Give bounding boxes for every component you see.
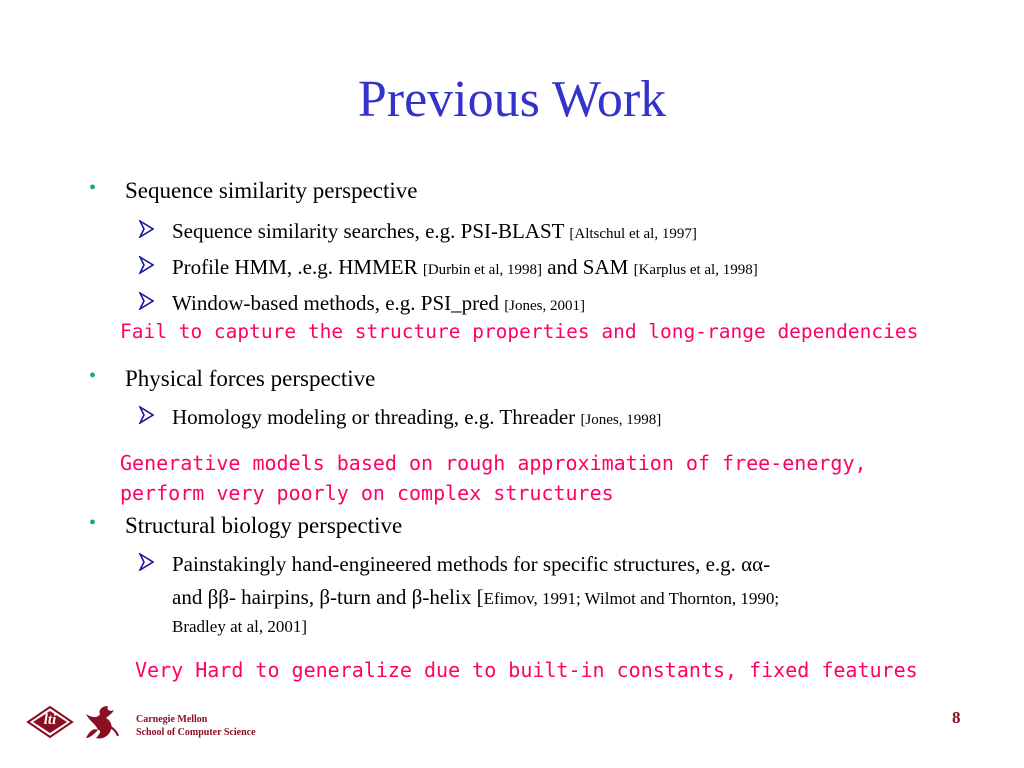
- sub-item-continuation: [172, 585, 779, 610]
- note-physical-line1: Generative models based on rough approximation of free-energy,: [120, 451, 867, 475]
- citation: [Jones, 1998]: [580, 412, 662, 428]
- sub-item: [172, 255, 758, 280]
- arrow-bullet-icon: [138, 256, 154, 274]
- footer-line2: School of Computer Science: [136, 727, 256, 738]
- sub-item: [172, 552, 770, 577]
- citation: [Jones, 2001]: [504, 298, 586, 314]
- sub-item: [172, 219, 697, 244]
- bullet-heading: Sequence similarity perspective: [125, 178, 418, 203]
- bullet-heading: Structural biology perspective: [125, 513, 403, 538]
- bullet-dot-icon: •: [89, 365, 97, 387]
- note-structural: Very Hard to generalize due to built-in constants, fixed features: [135, 658, 918, 682]
- citation: Efimov, 1991; Wilmot and Thornton, 1990;: [483, 589, 780, 608]
- slide-title: Previous Work: [357, 71, 667, 128]
- sub-item: [172, 291, 585, 316]
- sub-item-text: Profile HMM, .e.g. HMMER: [172, 255, 423, 279]
- footer-institution: [136, 713, 256, 739]
- lti-logo-text: lti: [43, 712, 57, 728]
- citation: Bradley at al, 2001]: [172, 617, 308, 636]
- bullet-structural-biology: [89, 512, 403, 539]
- arrow-bullet-icon: [138, 292, 154, 310]
- lti-logo: [26, 706, 74, 738]
- sub-item-text: Sequence similarity searches, e.g. PSI-BLAST: [172, 219, 570, 243]
- page-number: 8: [952, 708, 961, 727]
- sub-item: [172, 405, 661, 430]
- note-sequence: Fail to capture the structure properties and long-range dependencies: [120, 320, 919, 343]
- arrow-bullet-icon: [138, 406, 154, 424]
- sub-item-text: and SAM: [541, 255, 634, 279]
- citation: [Durbin et al, 1998]: [422, 262, 542, 278]
- sub-item-text: Window-based methods, e.g. PSI_pred: [172, 291, 505, 315]
- arrow-bullet-icon: [138, 220, 154, 238]
- note-physical-line2: perform very poorly on complex structures: [120, 481, 614, 505]
- bullet-sequence-similarity: [89, 177, 418, 204]
- sub-item-continuation: [172, 613, 307, 638]
- dragon-icon: [80, 700, 122, 744]
- bullet-heading: Physical forces perspective: [125, 366, 376, 391]
- sub-item-text: and ββ- hairpins, β-turn and β-helix [: [172, 585, 484, 609]
- citation: [Altschul et al, 1997]: [569, 226, 697, 242]
- sub-item-text: Homology modeling or threading, e.g. Threader: [172, 405, 581, 429]
- arrow-bullet-icon: [138, 553, 154, 571]
- sub-item-text: Painstakingly hand-engineered methods for specific structures, e.g. αα-: [172, 552, 771, 576]
- citation: [Karplus et al, 1998]: [633, 262, 758, 278]
- bullet-dot-icon: •: [89, 177, 97, 199]
- bullet-physical-forces: [89, 365, 376, 392]
- footer-line1: Carnegie Mellon: [136, 714, 208, 725]
- bullet-dot-icon: •: [89, 512, 97, 534]
